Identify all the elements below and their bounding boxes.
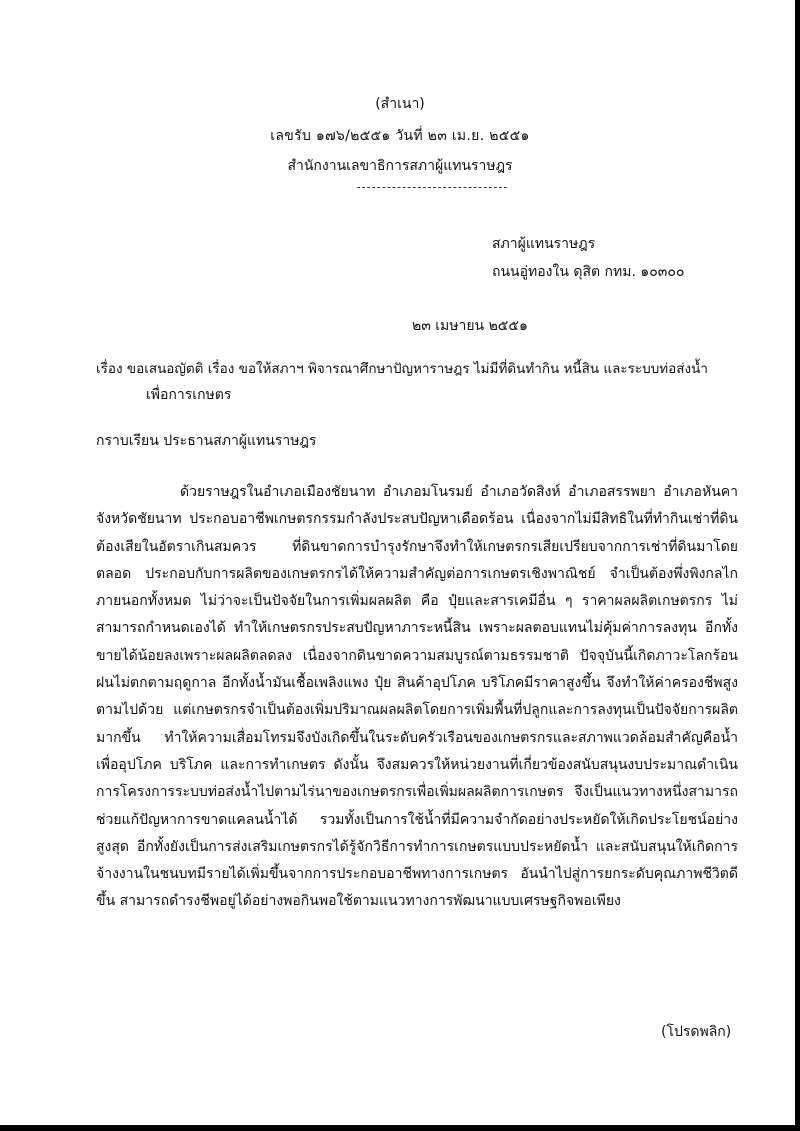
header-separator: [357, 187, 507, 188]
address-line-2: ถนนอู่ทองใน ดุสิต กทม. ๑๐๓๐๐: [492, 264, 685, 280]
copy-mark: (สำเนา): [375, 96, 425, 112]
receipt-number: เลขรับ ๑๗๖/๒๕๕๑ วันที่ ๒๓ เม.ย. ๒๕๕๑: [270, 128, 530, 144]
subject-line: [96, 357, 708, 379]
turn-page-note: (โปรดพลิก): [661, 1024, 732, 1040]
salutation: กราบเรียน ประธานสภาผู้แทนราษฎร: [96, 433, 317, 449]
subject-continuation: เพื่อการเกษตร: [146, 387, 232, 403]
subject-label: เรื่อง: [96, 361, 123, 377]
body-paragraph: ด้วยราษฎรในอำเภอเมืองชัยนาท อำเภอมโนรมย์ อำเภอวัดสิงห์ อำเภอสรรพยา อำเภอหันคา จังหวัดชัยนาท ประกอบอาชีพเกษตรกรรมกำลังประสบปัญหาเดือดร้อน เนื่องจากไม่มีสิทธิในที่ทำกินเช่าที่ดินต้องเสียในอัตราเกินสมควร ที่ดินขาดการบำรุงรักษาจึงทำให้เกษตรกรเสียเปรียบจากการเช่าที่ดินมาโดยตลอด ประกอบกับการผลิตของเกษตรกรได้ให้ความสำคัญต่อการเกษตรเชิงพาณิชย์ จำเป็นต้องพึ่งพิงกลไก ภายนอกทั้งหมด ไม่ว่าจะเป็นปัจจัยในการเพิ่มผลผลิต คือ ปุ๋ยและสารเคมีอื่น ๆ ราคาผลผลิตเกษตรกร ไม่สามารถกำหนดเองได้ ทำให้เกษตรกรประสบปัญหาภาระหนี้สิน เพราะผลตอบแทนไม่คุ้มค่าการลงทุน อีกทั้งขายได้น้อยลงเพราะผลผลิตลดลง เนื่องจากดินขาดความสมบูรณ์ตามธรรมชาติ ปัจจุบันนี้เกิดภาวะโลกร้อนฝนไม่ตกตามฤดูกาล อีกทั้งน้ำมันเชื้อเพลิงแพง ปุ๋ย สินค้าอุปโภค บริโภคมีราคาสูงขึ้น จึงทำให้ค่าครองชีพสูงตามไปด้วย แต่เกษตรกรจำเป็นต้องเพิ่มปริมาณผลผลิตโดยการเพิ่มพื้นที่ปลูกและการลงทุนเป็นปัจจัยการผลิตมากขึ้น ทำให้ความเสื่อมโทรมจึงบังเกิดขึ้นในระดับครัวเรือนของเกษตรกรและสภาพแวดล้อมสำคัญคือน้ำเพื่ออุปโภค บริโภค และการทำเกษตร ดังนั้น จึงสมควรให้หน่วยงานที่เกี่ยวข้องสนับสนุนงบประมาณดำเนินการโครงการระบบท่อส่งน้ำไปตามไร่นาของเกษตรกรเพื่อเพิ่มผลผลิตการเกษตร จึงเป็นแนวทางหนึ่งสามารถช่วยแก้ปัญหาการขาดแคลนน้ำได้ รวมทั้งเป็นการใช้น้ำที่มีความจำกัดอย่างประหยัดให้เกิดประโยชน์อย่างสูงสุด อีกทั้งยังเป็นการส่งเสริมเกษตรกรได้รู้จักวิธีการทำการเกษตรแบบประหยัดน้ำ และสนับสนุนให้เกิดการจ้างงานในชนบทมีรายได้เพิ่มขึ้นจากการประกอบอาชีพทางการเกษตร อันนำไปสู่การยกระดับคุณภาพชีวิตดีขึ้น สามารถดำรงชีพอยู่ได้อย่างพอกินพอใช้ตามแนวทางการพัฒนาแบบเศรษฐกิจพอเพียง: [96, 484, 738, 910]
page-edge-bottom: [0, 1125, 800, 1131]
address-line-1: สภาผู้แทนราษฎร: [492, 236, 596, 252]
office-name: สำนักงานเลขาธิการสภาผู้แทนราษฎร: [287, 158, 513, 174]
letter-date: ๒๓ เมษายน ๒๕๕๑: [412, 318, 528, 334]
subject-text: ขอเสนอญัตติ เรื่อง ขอให้สภาฯ พิจารณาศึกษาปัญหาราษฎร ไม่มีที่ดินทำกิน หนี้สิน และระบบท่อส่งน้ำ: [126, 361, 708, 377]
